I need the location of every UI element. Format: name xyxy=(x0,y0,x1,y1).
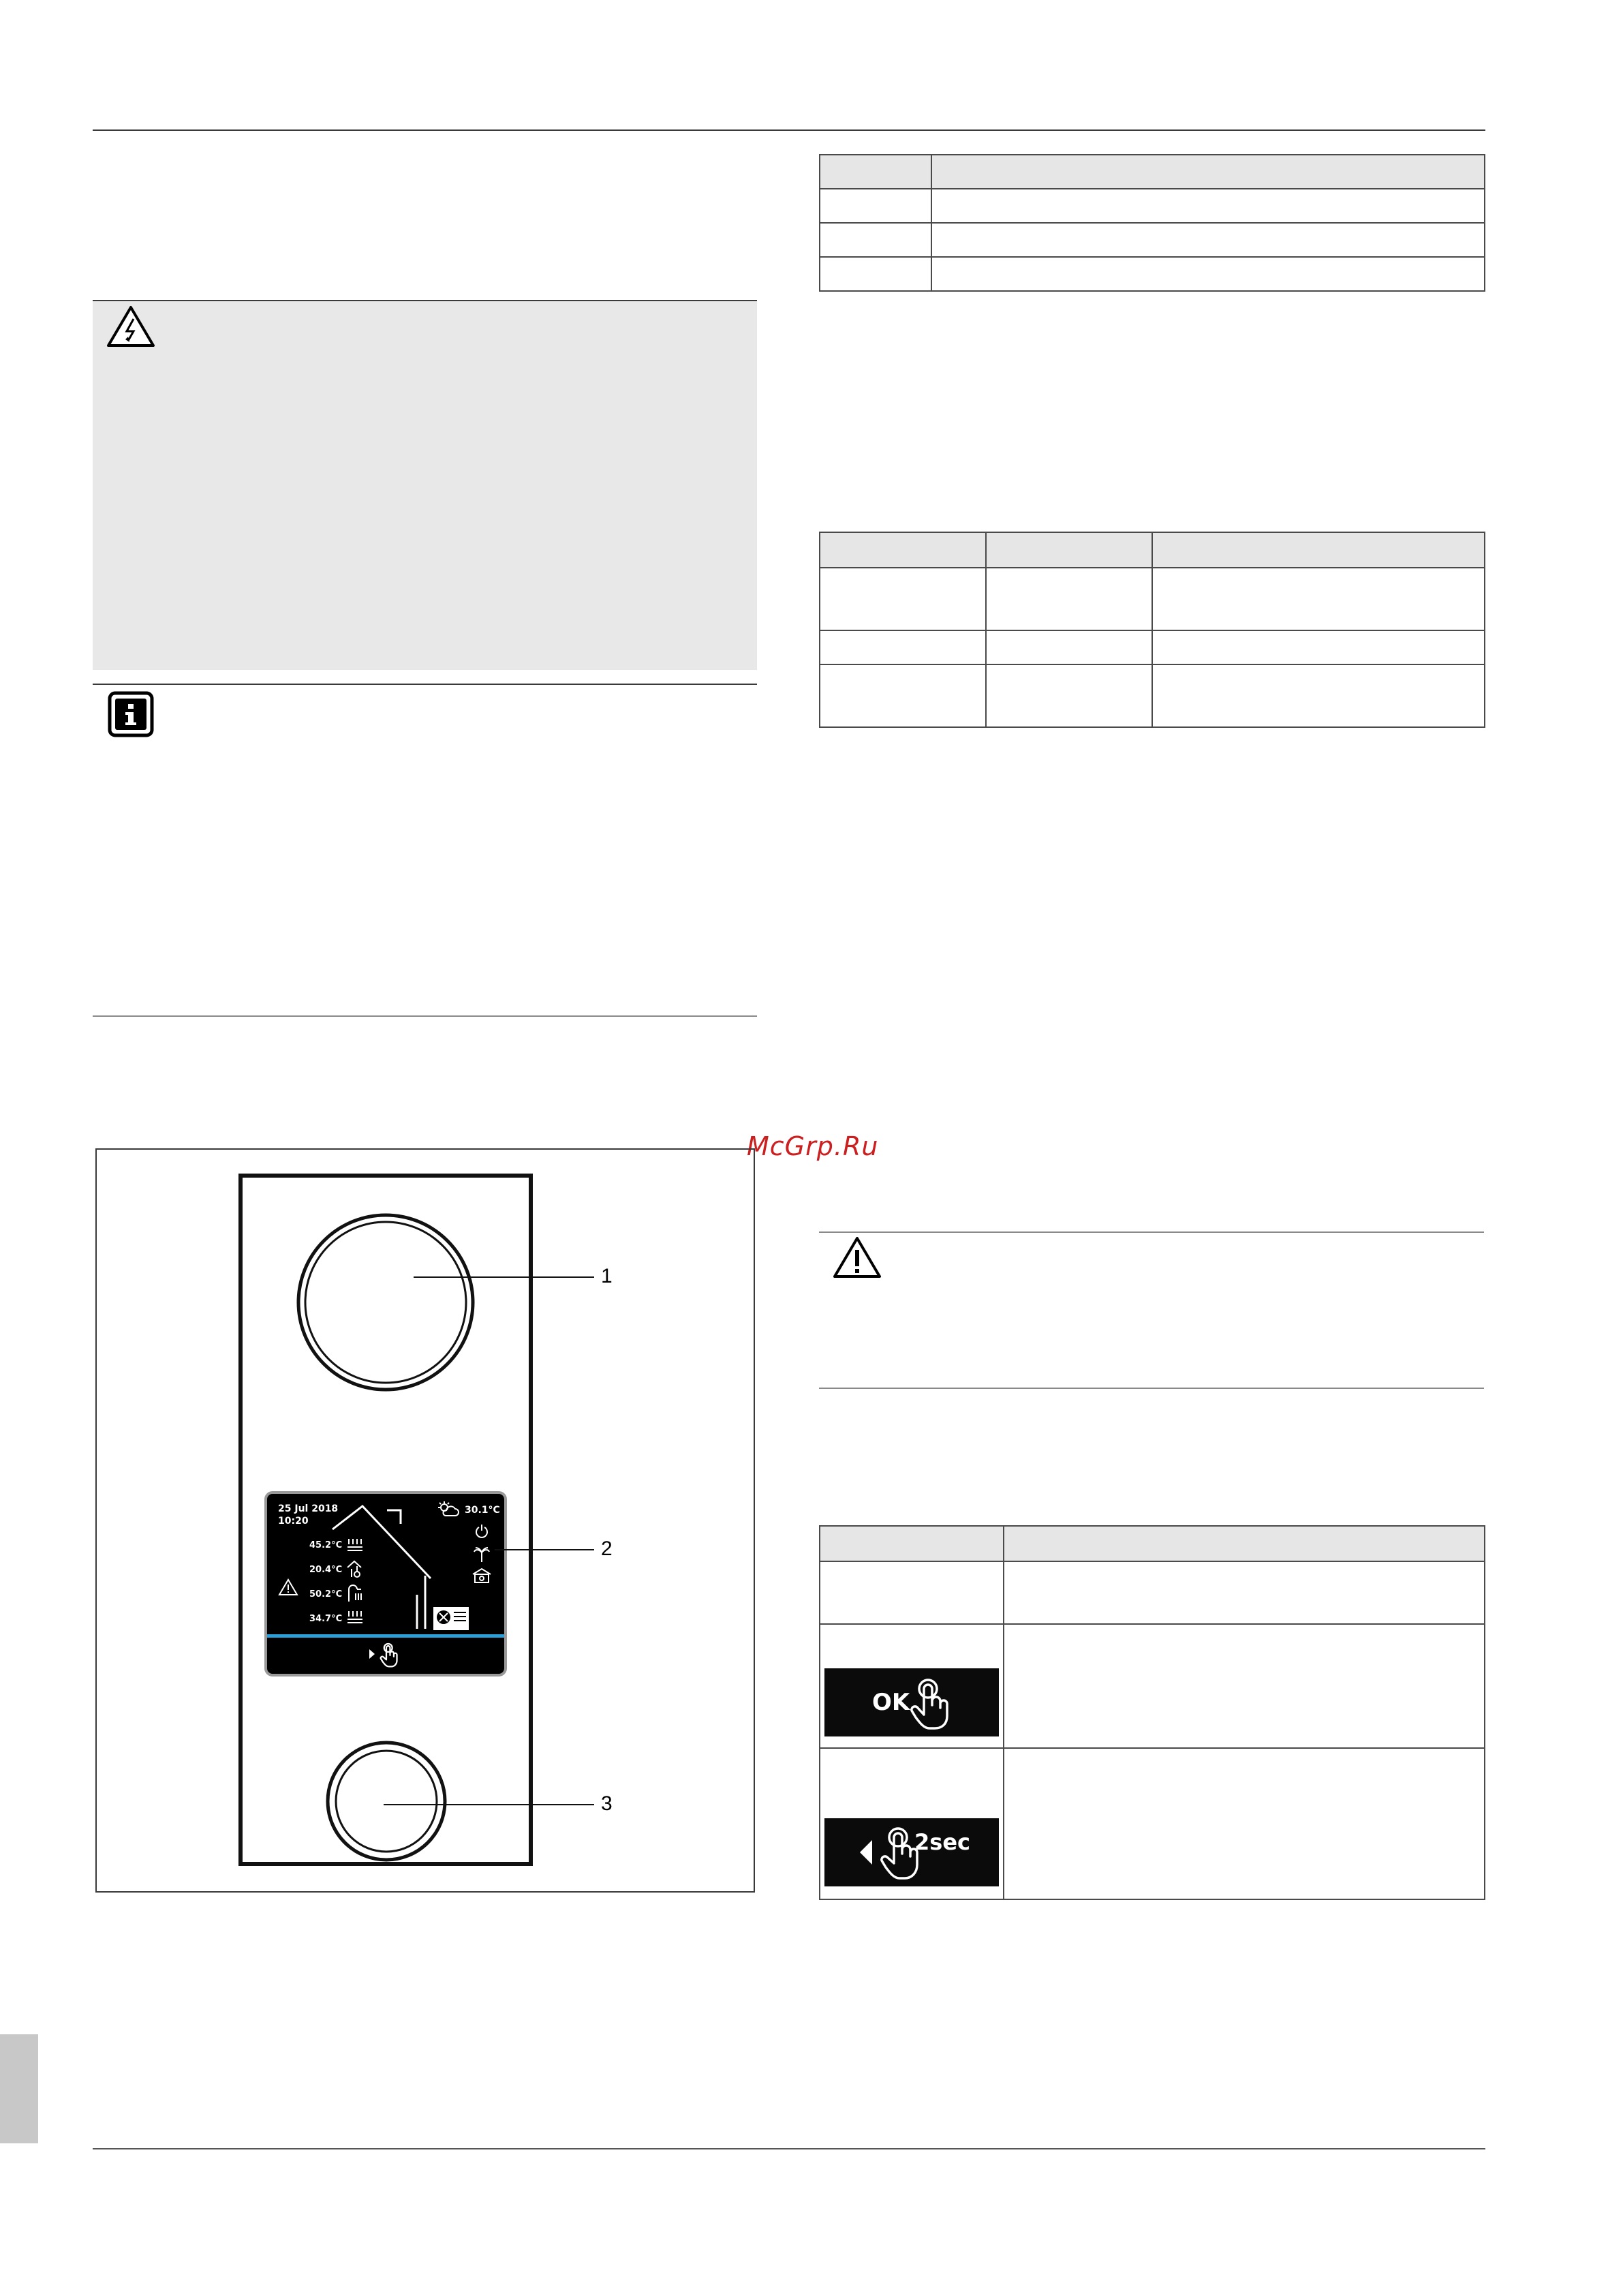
table-row xyxy=(820,630,1485,664)
header-rule xyxy=(93,129,1485,131)
room-thermometer-icon xyxy=(346,1559,364,1578)
table-row xyxy=(820,568,1485,630)
reading-value: 34.7°C xyxy=(309,1614,343,1624)
tank-icon xyxy=(346,1584,364,1603)
back-2sec-button-image xyxy=(824,1818,999,1886)
buttons-table-header-row xyxy=(820,1526,1485,1561)
caution-box-top-rule xyxy=(819,1231,1484,1233)
floor-heating-icon xyxy=(346,1610,364,1625)
next-arrow-icon xyxy=(368,1648,376,1660)
screen-outdoor-temp: 30.1°C xyxy=(465,1505,500,1516)
ok-button-image xyxy=(824,1668,999,1736)
watermark: McGrp.Ru xyxy=(747,1131,879,1161)
rotary-dial-bottom xyxy=(324,1739,448,1867)
table-row xyxy=(820,223,1485,257)
warning-icon xyxy=(278,1578,298,1596)
hot-water-icon xyxy=(472,1567,492,1584)
heat-pump-unit-icon xyxy=(432,1606,470,1632)
reading-value: 50.2°C xyxy=(309,1589,343,1599)
touch-hand-icon xyxy=(379,1641,401,1668)
information-box-bottom-rule xyxy=(93,1015,757,1017)
screen-accent-line xyxy=(267,1634,504,1638)
danger-box-top-rule xyxy=(93,300,757,301)
rotary-dial-top xyxy=(294,1211,477,1397)
power-icon xyxy=(474,1524,489,1539)
callout-number-1: 1 xyxy=(601,1265,613,1287)
table-2 xyxy=(819,532,1485,728)
floor-heating-icon xyxy=(346,1537,364,1552)
table-row xyxy=(820,664,1485,727)
information-icon xyxy=(108,691,154,737)
table-2-header-row xyxy=(820,532,1485,568)
callout-number-3: 3 xyxy=(601,1792,613,1815)
callout-line-2 xyxy=(495,1549,594,1550)
lcd-screen xyxy=(264,1491,507,1677)
back-arrow-icon xyxy=(859,1839,874,1866)
reading-value: 20.4°C xyxy=(309,1565,343,1575)
table-1-header-row xyxy=(820,155,1485,189)
danger-box-bottom-rule xyxy=(93,684,757,685)
callout-line-3 xyxy=(384,1804,594,1805)
screen-time: 10:20 xyxy=(278,1516,309,1527)
callout-line-1 xyxy=(414,1276,594,1278)
holiday-icon xyxy=(473,1546,491,1563)
weather-icon xyxy=(436,1501,459,1518)
danger-box xyxy=(93,300,757,670)
ok-button-label: OK xyxy=(872,1689,910,1716)
table-row xyxy=(820,189,1485,223)
footer-rule xyxy=(93,2148,1485,2149)
table-row xyxy=(820,1561,1485,1624)
touch-hand-icon xyxy=(908,1678,955,1730)
reading-value: 45.2°C xyxy=(309,1540,343,1550)
table-row xyxy=(820,257,1485,291)
back-button-duration-label: 2sec xyxy=(914,1829,970,1855)
screen-date: 25 Jul 2018 xyxy=(278,1503,339,1514)
callout-number-2: 2 xyxy=(601,1537,613,1560)
caution-box-bottom-rule xyxy=(819,1388,1484,1389)
table-1 xyxy=(819,154,1485,292)
electrical-hazard-icon xyxy=(106,305,155,348)
side-language-tab xyxy=(0,2034,38,2143)
caution-warning-icon xyxy=(833,1236,882,1279)
